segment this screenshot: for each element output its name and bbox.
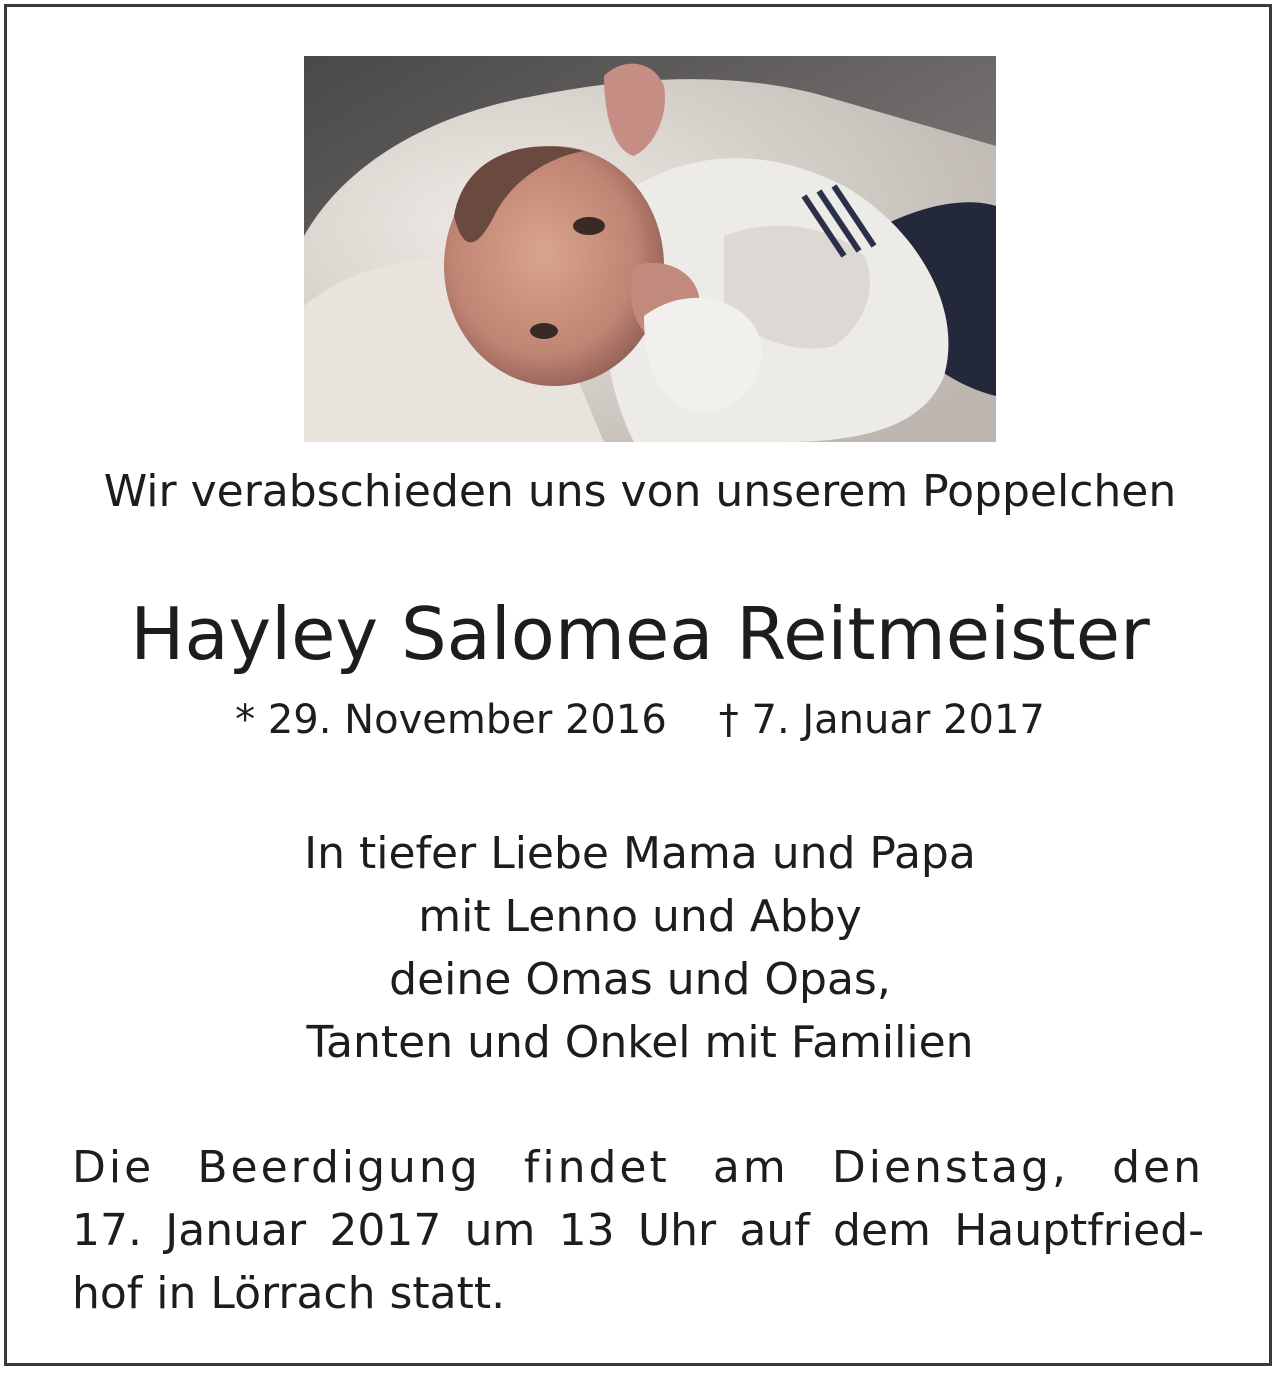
mourners-line: In tiefer Liebe Mama und Papa xyxy=(304,828,976,879)
life-dates xyxy=(0,694,1280,746)
birth-date: * 29. November 2016 xyxy=(235,697,667,743)
funeral-notice xyxy=(72,1136,1204,1325)
mourners-line: deine Omas und Opas, xyxy=(389,954,891,1005)
intro-line: Wir verabschieden uns von unserem Poppelchen xyxy=(103,466,1177,517)
funeral-line: hof in Lörrach statt. xyxy=(72,1268,506,1319)
mourners-line: mit Lenno und Abby xyxy=(418,891,862,942)
portrait-photo-icon xyxy=(304,56,996,442)
mourners-line: Tanten und Onkel mit Familien xyxy=(306,1017,974,1068)
deceased-name: Hayley Salomea Reitmeister xyxy=(130,592,1150,676)
baby-portrait-photo xyxy=(304,56,996,442)
death-date: † 7. Januar 2017 xyxy=(718,697,1045,743)
funeral-line: 17. Januar 2017 um 13 Uhr auf dem Hauptfried- xyxy=(72,1205,1204,1256)
funeral-line: Die Beerdigung findet am Dienstag, den xyxy=(72,1142,1204,1193)
mourners-block xyxy=(0,822,1280,1074)
